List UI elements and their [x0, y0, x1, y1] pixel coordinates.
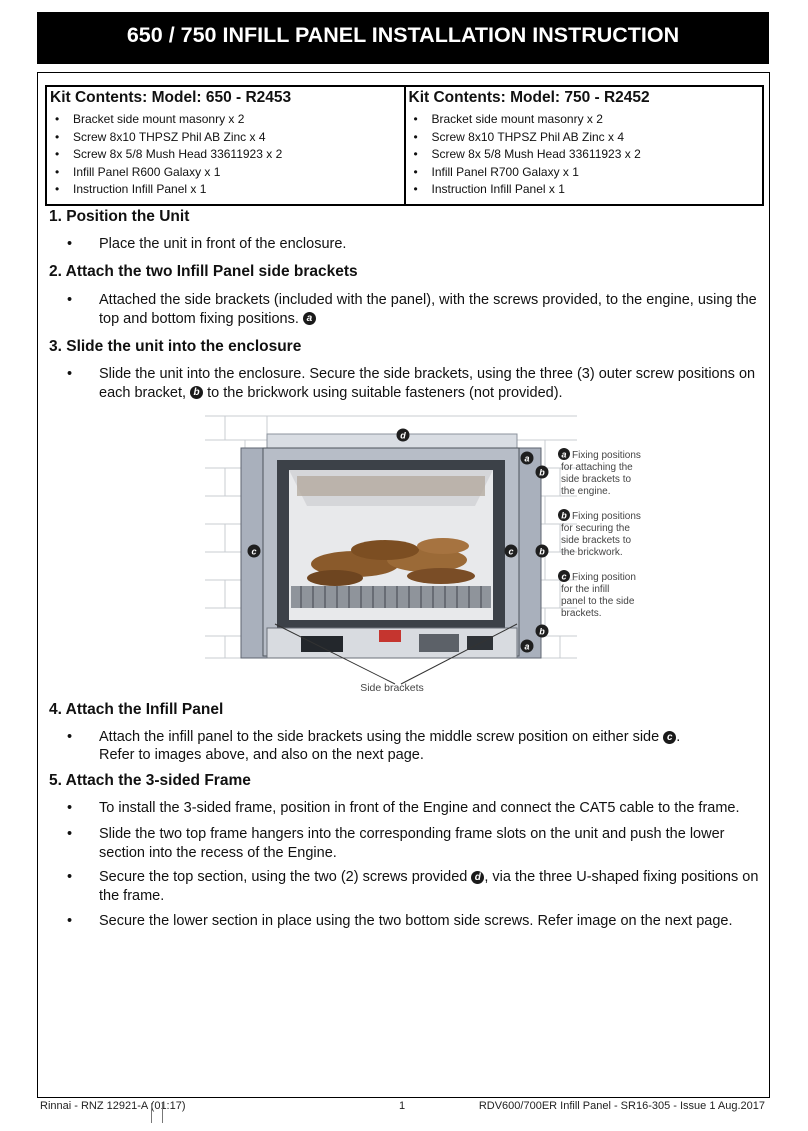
marker-c: c [251, 546, 257, 557]
bullet-5-4: • Secure the lower section in place using the two bottom side screws. Refer image on the next page. [67, 912, 767, 931]
section-heading-3: 3. Slide the unit into the enclosure [49, 338, 302, 355]
marker-b: b [539, 546, 545, 557]
marker-b: b [539, 626, 545, 637]
bullet-2-1: • Attached the side brackets (included with the panel), with the screws provided, to the engine, using the top and bottom fixing positions. a [67, 292, 757, 327]
footer-left: Rinnai - RNZ 12921-A (01:17) [40, 1100, 186, 1112]
bullet-5-2: • Slide the two top frame hangers into the corresponding frame slots on the unit and push the lower section into the recess of the Engine. [67, 825, 767, 862]
footer-divider [151, 1103, 152, 1123]
bullet-text: Refer to images above, and also on the next page. [99, 747, 424, 763]
kit-650-item: • Screw 8x10 THPSZ Phil AB Zinc x 4 [50, 129, 404, 147]
bullet-1-1: • Place the unit in front of the enclosure. [67, 235, 767, 254]
bullet-text: Slide the two top frame hangers into the corresponding frame slots on the unit and push the lower section into the recess of the Engine. [99, 826, 725, 861]
kit-750-item: • Screw 8x10 THPSZ Phil AB Zinc x 4 [409, 129, 763, 147]
legend-marker-b: b [561, 510, 567, 521]
bullet-3-1: • Slide the unit into the enclosure. Secure the side brackets, using the three (3) outer screw positions on each bracket, b to the brickwork using suitable fasteners (not provided). [67, 366, 756, 401]
section-heading-4: 4. Attach the Infill Panel [49, 701, 224, 718]
legend-marker-a: a [561, 449, 567, 460]
marker-d: d [400, 430, 406, 441]
marker-b-icon: b [190, 386, 203, 399]
kit-750-item: • Instruction Infill Panel x 1 [409, 181, 763, 199]
kit-650 [47, 87, 404, 204]
section-heading-2: 2. Attach the two Infill Panel side brackets [49, 263, 358, 280]
footer-divider [162, 1103, 163, 1123]
bullet-text: Slide the unit into the enclosure. Secure the side brackets, using the three (3) outer screw positions on each bracket, [99, 366, 756, 401]
bullet-text: Attach the infill panel to the side brackets using the middle screw position on either side [99, 729, 660, 745]
kit-650-item: • Instruction Infill Panel x 1 [50, 181, 404, 199]
marker-a: a [524, 453, 530, 464]
kit-contents-table [45, 85, 764, 206]
section-heading-5: 5. Attach the 3-sided Frame [49, 772, 251, 789]
legend-a: Fixing positions for attaching the side brackets to the engine. [561, 450, 641, 497]
footer-right: RDV600/700ER Infill Panel - SR16-305 - Issue 1 Aug.2017 [478, 1100, 765, 1112]
legend-marker-c: c [561, 571, 567, 582]
kit-650-title: Kit Contents: Model: 650 - R2453 [50, 89, 292, 106]
installation-diagram [205, 414, 645, 696]
legend-c: Fixing position for the infill panel to the side brackets. [561, 572, 636, 619]
bullet-4-2 [67, 746, 767, 765]
bullet-text: , via the three U-shaped fixing positions on the frame. [99, 869, 759, 904]
kit-650-item: • Infill Panel R600 Galaxy x 1 [50, 164, 404, 182]
kit-650-item: • Bracket side mount masonry x 2 [50, 111, 404, 129]
section-heading-1: 1. Position the Unit [49, 208, 190, 225]
bullet-4-1: • Attach the infill panel to the side brackets using the middle screw position on either side c . [67, 729, 681, 745]
kit-750-item: • Bracket side mount masonry x 2 [409, 111, 763, 129]
bullet-text: . [676, 729, 681, 745]
kit-750-item: • Screw 8x 5/8 Mush Head 33611923 x 2 [409, 146, 763, 164]
kit-650-item: • Screw 8x 5/8 Mush Head 33611923 x 2 [50, 146, 404, 164]
bullet-text: Secure the lower section in place using the two bottom side screws. Refer image on the next page. [99, 913, 733, 929]
marker-c: c [508, 546, 514, 557]
bullet-5-3: • Secure the top section, using the two (2) screws provided d , via the three U-shaped fixing positions on the frame. [67, 869, 759, 904]
page-title: 650 / 750 INFILL PANEL INSTALLATION INSTRUCTION [37, 12, 769, 64]
marker-d-icon: d [471, 871, 484, 884]
kit-750 [404, 87, 763, 204]
figure-caption: Side brackets [360, 682, 424, 694]
bullet-text: To install the 3-sided frame, position in front of the Engine and connect the CAT5 cable to the frame. [99, 800, 740, 816]
kit-750-title: Kit Contents: Model: 750 - R2452 [408, 89, 650, 106]
footer-page-number: 1 [399, 1100, 406, 1112]
legend-b: Fixing positions for securing the side brackets to the brickwork. [561, 511, 641, 558]
marker-b: b [539, 467, 545, 478]
marker-a: a [524, 641, 530, 652]
bullet-text: to the brickwork using suitable fasteners (not provided). [207, 384, 563, 401]
bullet-text: Place the unit in front of the enclosure. [99, 236, 347, 252]
bullet-text: Secure the top section, using the two (2) screws provided [99, 869, 468, 885]
bullet-text: Attached the side brackets (included with the panel), with the screws provided, to the engine, using the top and bottom fixing positions. [99, 292, 757, 327]
marker-a-icon: a [303, 312, 316, 325]
marker-c-icon: c [663, 731, 676, 744]
kit-750-item: • Infill Panel R700 Galaxy x 1 [409, 164, 763, 182]
bullet-5-1: • To install the 3-sided frame, position in front of the Engine and connect the CAT5 cable to the frame. [67, 799, 767, 818]
